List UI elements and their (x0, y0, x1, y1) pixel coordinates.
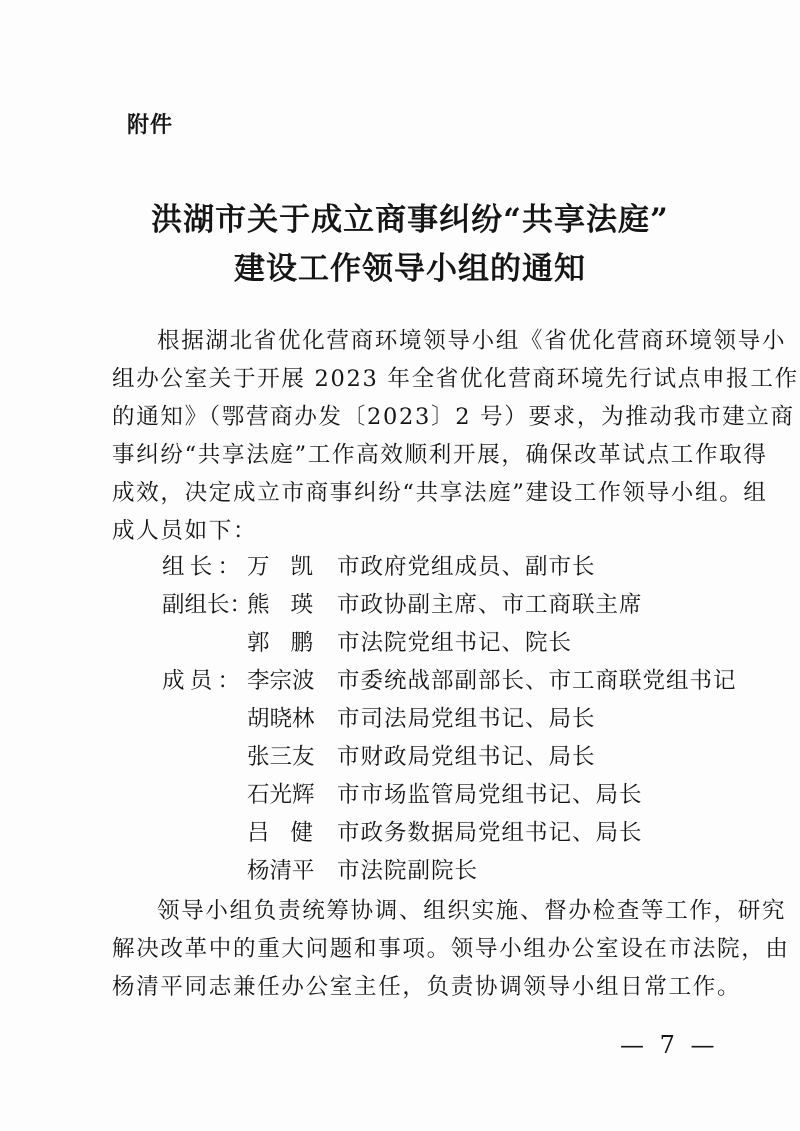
member-name: 万凯 (247, 554, 313, 580)
member-duty: 市法院副院长 (337, 858, 479, 884)
member-duty: 市财政局党组书记、局长 (337, 744, 596, 770)
member-name: 杨清平 (247, 858, 315, 884)
document-title-line-1: 洪湖市关于成立商事纠纷“共享法庭” (151, 202, 669, 238)
attachment-label: 附件 (127, 113, 174, 138)
member-name: 熊瑛 (247, 592, 313, 618)
member-role: 副组长： (162, 592, 253, 618)
intro-paragraph-line: 成人员如下： (112, 518, 258, 544)
member-name: 郭鹏 (247, 630, 313, 656)
member-duty: 市法院党组书记、院长 (337, 630, 573, 656)
member-duty: 市政府党组成员、副市长 (337, 554, 596, 580)
intro-paragraph-line: 的通知》（鄂营商办发〔2023〕2 号）要求，为推动我市建立商 (112, 404, 795, 430)
member-duty: 市政务数据局党组书记、局长 (337, 820, 643, 846)
member-name: 李宗波 (247, 668, 315, 694)
intro-paragraph-line: 组办公室关于开展 2023 年全省优化营商环境先行试点申报工作 (112, 366, 799, 392)
member-name: 胡晓林 (247, 706, 315, 732)
member-name: 吕健 (247, 820, 313, 846)
intro-paragraph-line: 根据湖北省优化营商环境领导小组《省优化营商环境领导小 (157, 328, 787, 354)
document-title-line-2: 建设工作领导小组的通知 (234, 251, 586, 287)
member-duty: 市委统战部副部长、市工商联党组书记 (337, 668, 737, 694)
intro-paragraph-line: 成效，决定成立市商事纠纷“共享法庭”建设工作领导小组。组 (112, 480, 768, 506)
member-duty: 市政协副主席、市工商联主席 (337, 592, 643, 618)
member-role: 组长： (162, 554, 240, 580)
member-duty: 市司法局党组书记、局长 (337, 706, 596, 732)
closing-paragraph-line: 解决改革中的重大问题和事项。领导小组办公室设在市法院，由 (112, 936, 790, 962)
closing-paragraph-line: 杨清平同志兼任办公室主任，负责协调领导小组日常工作。 (112, 974, 742, 1000)
closing-paragraph-line: 领导小组负责统筹协调、组织实施、督办检查等工作，研究 (157, 898, 787, 924)
intro-paragraph-line: 事纠纷“共享法庭”工作高效顺利开展，确保改革试点工作取得 (112, 442, 768, 468)
page-number: — 7 — (620, 1031, 719, 1059)
member-name: 张三友 (247, 744, 315, 770)
member-role: 成员： (162, 668, 240, 694)
member-duty: 市市场监管局党组书记、局长 (337, 782, 643, 808)
member-name: 石光辉 (247, 782, 315, 808)
